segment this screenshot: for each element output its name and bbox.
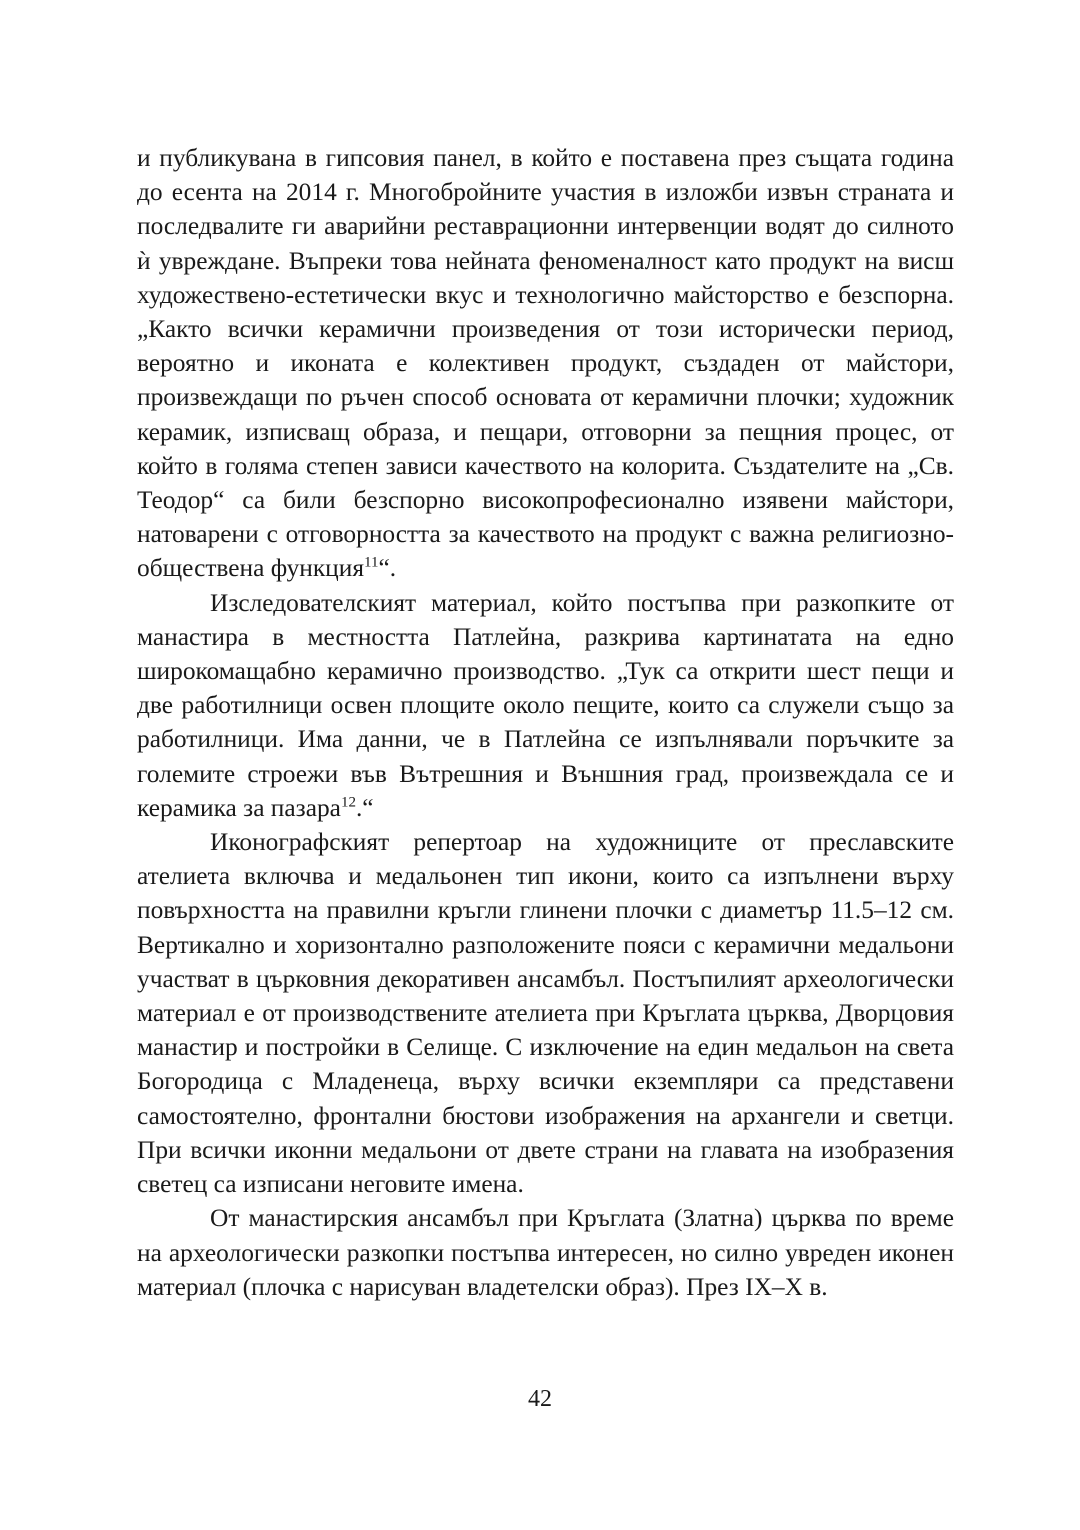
paragraph-2-text: Изследователският материал, който постъпва при разкопките от манастира в местността Патлейна, разкрива картинатата на едно широкомащабно керамично производство. „Тук са открити шест пещи и две работилници освен площите около пещите, които са служели също за работилници. Има данни, че в Патлейна се изпълнявали поръчките за големите строежи във Вътрешния и Външния град, произвеждала се и керамика за пазара [137,588,954,822]
paragraph-1 [137,141,954,586]
paragraph-1-tail: “. [378,554,397,583]
footnote-ref-11[interactable]: 11 [364,554,379,571]
page-number: 42 [528,1386,552,1412]
body-text [137,141,954,1304]
paragraph-2-tail: .“ [355,793,374,822]
paragraph-1-text: и публикувана в гипсовия панел, в който е поставена през същата година до есента на 2014 г. Многобройните участия в изложби извън страната и последвалите ги аварийни реставрационни интервенции водят до силното ѝ увреждане. Въпреки това нейната феноменалност като продукт на висш художествено-естетически вкус и технологично майсторство е безспорна. „Както всички керамични произведения от този исторически период, вероятно и иконата е колективен продукт, създаден от майстори, произвеждащи по ръчен способ основата от керамични плочки; художник керамик, изписващ образа, и пещари, отговорни за пещния процес, от който в голяма степен зависи качеството на колорита. Създателите на „Св. Теодор“ са били безспорно високопрофесионално изявени майстори, натоварени с отговорността за качеството на продукт с важна религиозно-обществена функция [137,144,954,583]
paragraph-4: От манастирския ансамбъл при Кръглата (Златна) църква по време на археологически разкопки постъпва интересен, но силно увреден иконен материал (плочка с нарисуван владетелски образ). През IX–X в. [137,1204,954,1301]
paragraph-3: Иконографският репертоар на художниците от преславските ателиета включва и медальонен тип икони, които са изпълнени върху повърхността на правилни кръгли глинени плочки с диаметър 11.5–12 см. Вертикално и хоризонтално разположените пояси с керамични медальони участват в църковния декоративен ансамбъл. Постъпилият археологически материал е от производствените ателиета при Кръглата църква, Дворцовия манастир и постройки в Селище. С изключение на един медальон на света Богородица с Младенеца, върху всички екземпляри са представени самостоятелно, фронтални бюстови изображения на архангели и светци. При всички иконни медальони от двете страни на главата на изобразения светец са изписани неговите имена. [137,828,954,1199]
paragraph-2 [137,586,954,825]
footnote-ref-12[interactable]: 12 [340,794,356,811]
